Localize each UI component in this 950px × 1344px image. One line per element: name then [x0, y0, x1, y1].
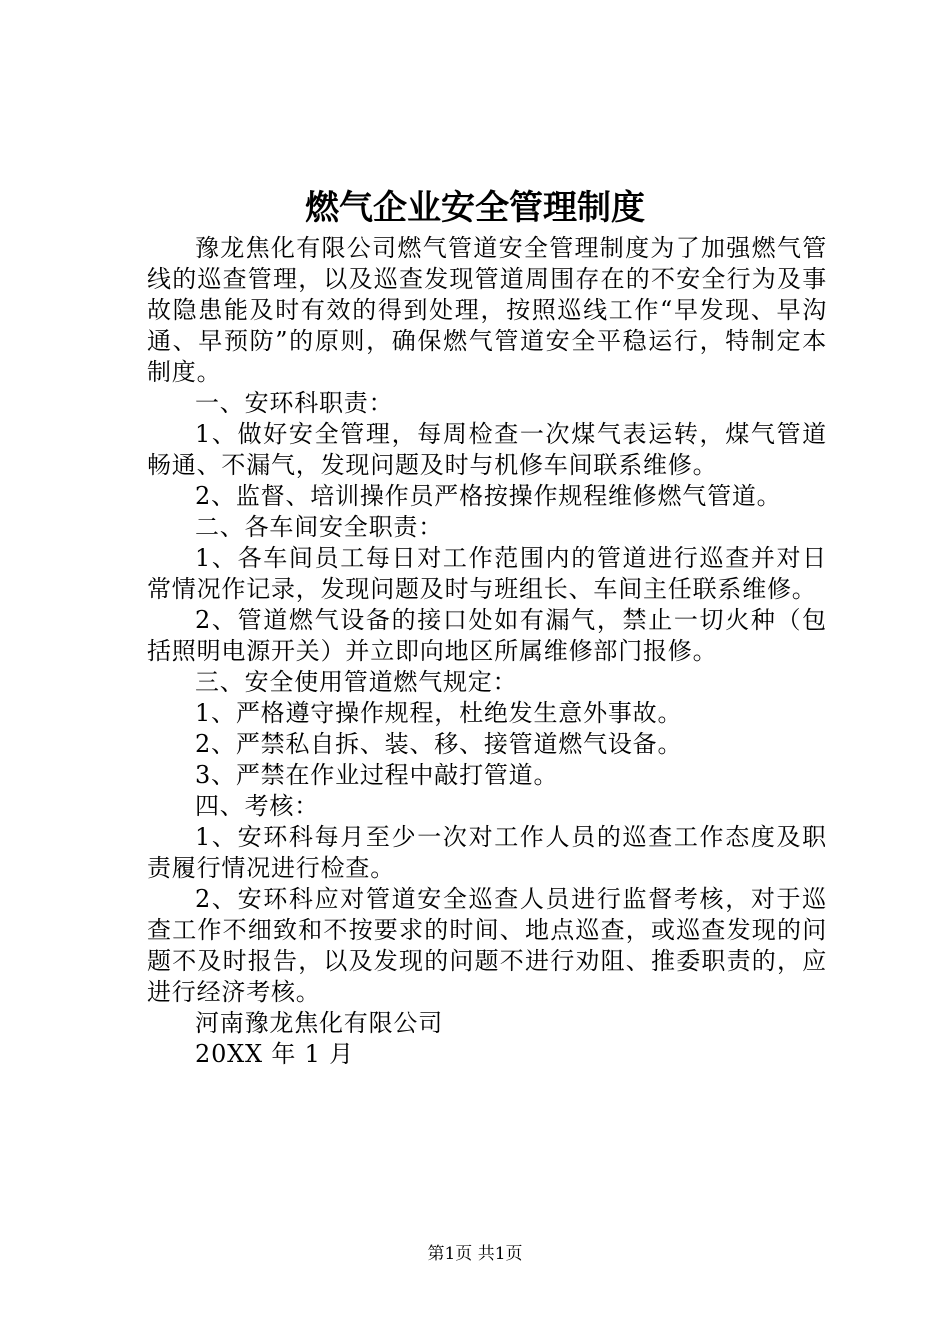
section-heading-safety-env: 一、安环科职责： [195, 389, 394, 417]
safety-env-item-2: 2、监督、培训操作员严格按操作规程维修燃气管道。 [195, 482, 782, 510]
page-number-footer: 第1页 共1页 [427, 1244, 523, 1264]
document-title: 燃气企业安全管理制度 [305, 188, 645, 228]
usage-rule-3: 3、严禁在作业过程中敲打管道。 [195, 761, 559, 789]
section-heading-assessment: 四、考核： [195, 792, 319, 820]
workshop-item-2: 2、管道燃气设备的接口处如有漏气，禁止一切火种（包括照明电源开关）并立即向地区所属维修部门报修。 [147, 606, 827, 665]
document-body [147, 233, 827, 1070]
safety-env-item-1: 1、做好安全管理，每周检查一次煤气表运转，煤气管道畅通、不漏气，发现问题及时与机修车间联系维修。 [147, 420, 827, 479]
section-heading-workshop: 二、各车间安全职责： [195, 513, 443, 541]
usage-rule-1: 1、严格遵守操作规程，杜绝发生意外事故。 [195, 699, 683, 727]
usage-rule-2: 2、严禁私自拆、装、移、接管道燃气设备。 [195, 730, 683, 758]
assessment-item-1: 1、安环科每月至少一次对工作人员的巡查工作态度及职责履行情况进行检查。 [147, 823, 827, 882]
intro-paragraph: 豫龙焦化有限公司燃气管道安全管理制度为了加强燃气管线的巡查管理，以及巡查发现管道周围存在的不安全行为及事故隐患能及时有效的得到处理，按照巡线工作“早发现、早沟通、早预防”的原则，确保燃气管道安全平稳运行，特制定本制度。 [147, 234, 827, 386]
section-heading-usage-rules: 三、安全使用管道燃气规定： [195, 668, 518, 696]
assessment-item-2: 2、安环科应对管道安全巡查人员进行监督考核，对于巡查工作不细致和不按要求的时间、地点巡查，或巡查发现的问题不及时报告，以及发现的问题不进行劝阻、推委职责的，应进行经济考核。 [147, 885, 827, 1006]
workshop-item-1: 1、各车间员工每日对工作范围内的管道进行巡查并对日常情况作记录，发现问题及时与班组长、车间主任联系维修。 [147, 544, 827, 603]
document-date: 20XX 年 1 月 [195, 1040, 354, 1068]
company-signature: 河南豫龙焦化有限公司 [195, 1009, 443, 1037]
